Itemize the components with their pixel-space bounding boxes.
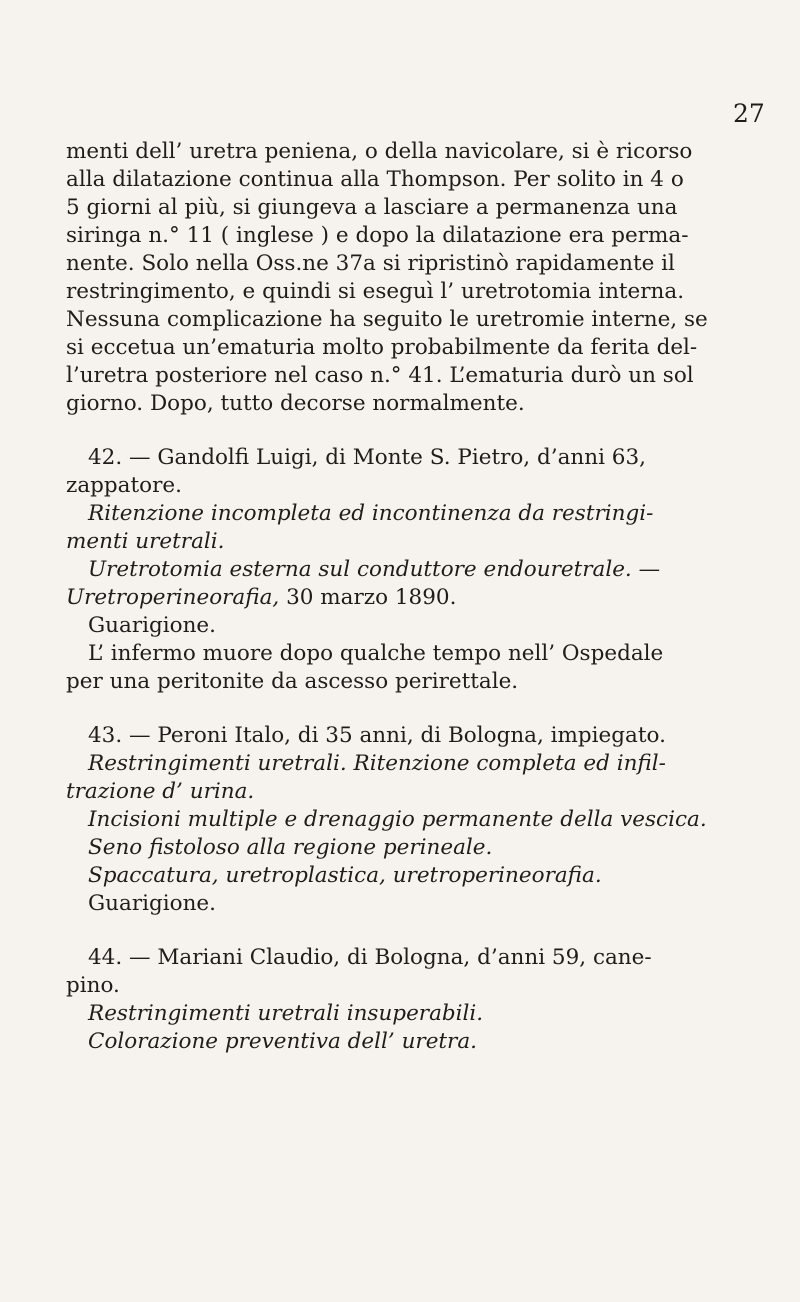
case-outcome: Guarigione. — [88, 891, 216, 916]
case-operation: Uretroperineorafia, — [66, 585, 280, 610]
page-text — [66, 138, 746, 1056]
text-line: alla dilatazione continua alla Thompson. Per solito in 4 o — [66, 167, 684, 192]
text-line: menti dell’ uretra peniena, o della navicolare, si è ricorso — [66, 139, 693, 164]
case-42 — [66, 444, 746, 696]
case-44 — [66, 944, 746, 1056]
text-line: nente. Solo nella Oss.ne 37a si ripristinò rapidamente il — [66, 251, 675, 276]
text-line: Nessuna complicazione ha seguito le uretromie interne, se — [66, 307, 708, 332]
case-note: per una peritonite da ascesso perirettale. — [66, 669, 519, 694]
text-line: 5 giorni al più, si giungeva a lasciare a permanenza una — [66, 195, 678, 220]
case-complication: Seno fistoloso alla regione perineale. — [88, 835, 493, 860]
case-header: zappatore. — [66, 473, 182, 498]
page-number: 27 — [733, 99, 765, 128]
case-operation-date: 30 marzo 1890. — [279, 585, 457, 610]
case-43 — [66, 722, 746, 918]
case-treatment: Incisioni multiple e drenaggio permanente della vescica. — [88, 807, 707, 832]
text-line: restringimento, e quindi si eseguì l’ uretrotomia interna. — [66, 279, 685, 304]
text-line: siringa n.° 11 ( inglese ) e dopo la dilatazione era perma- — [66, 223, 689, 248]
text-line: si eccetua un’ematuria molto probabilmente da ferita del- — [66, 335, 698, 360]
case-header: pino. — [66, 973, 120, 998]
case-diagnosis: Restringimenti uretrali. Ritenzione completa ed infil- — [88, 751, 666, 776]
case-header: 43. — Peroni Italo, di 35 anni, di Bologna, impiegato. — [88, 723, 666, 748]
continuation-paragraph — [66, 138, 746, 418]
case-note: L’ infermo muore dopo qualche tempo nell’ Ospedale — [88, 641, 664, 666]
case-header: 42. — Gandolfi Luigi, di Monte S. Pietro, d’anni 63, — [88, 445, 646, 470]
case-diagnosis: trazione d’ urina. — [66, 779, 255, 804]
case-procedure: Colorazione preventiva dell’ uretra. — [88, 1029, 477, 1054]
case-header: 44. — Mariani Claudio, di Bologna, d’anni 59, cane- — [88, 945, 652, 970]
case-operation: Spaccatura, uretroplastica, uretroperineorafia. — [88, 863, 602, 888]
case-operation-line — [66, 584, 746, 612]
case-diagnosis: Ritenzione incompleta ed incontinenza da restringi- — [88, 501, 654, 526]
case-outcome: Guarigione. — [88, 613, 216, 638]
case-diagnosis: Restringimenti uretrali insuperabili. — [88, 1001, 484, 1026]
case-diagnosis: menti uretrali. — [66, 529, 225, 554]
case-operation: Uretrotomia esterna sul conduttore endouretrale. — — [88, 557, 661, 582]
text-line: l’uretra posteriore nel caso n.° 41. L’ematuria durò un sol — [66, 363, 694, 388]
text-line: giorno. Dopo, tutto decorse normalmente. — [66, 391, 525, 416]
